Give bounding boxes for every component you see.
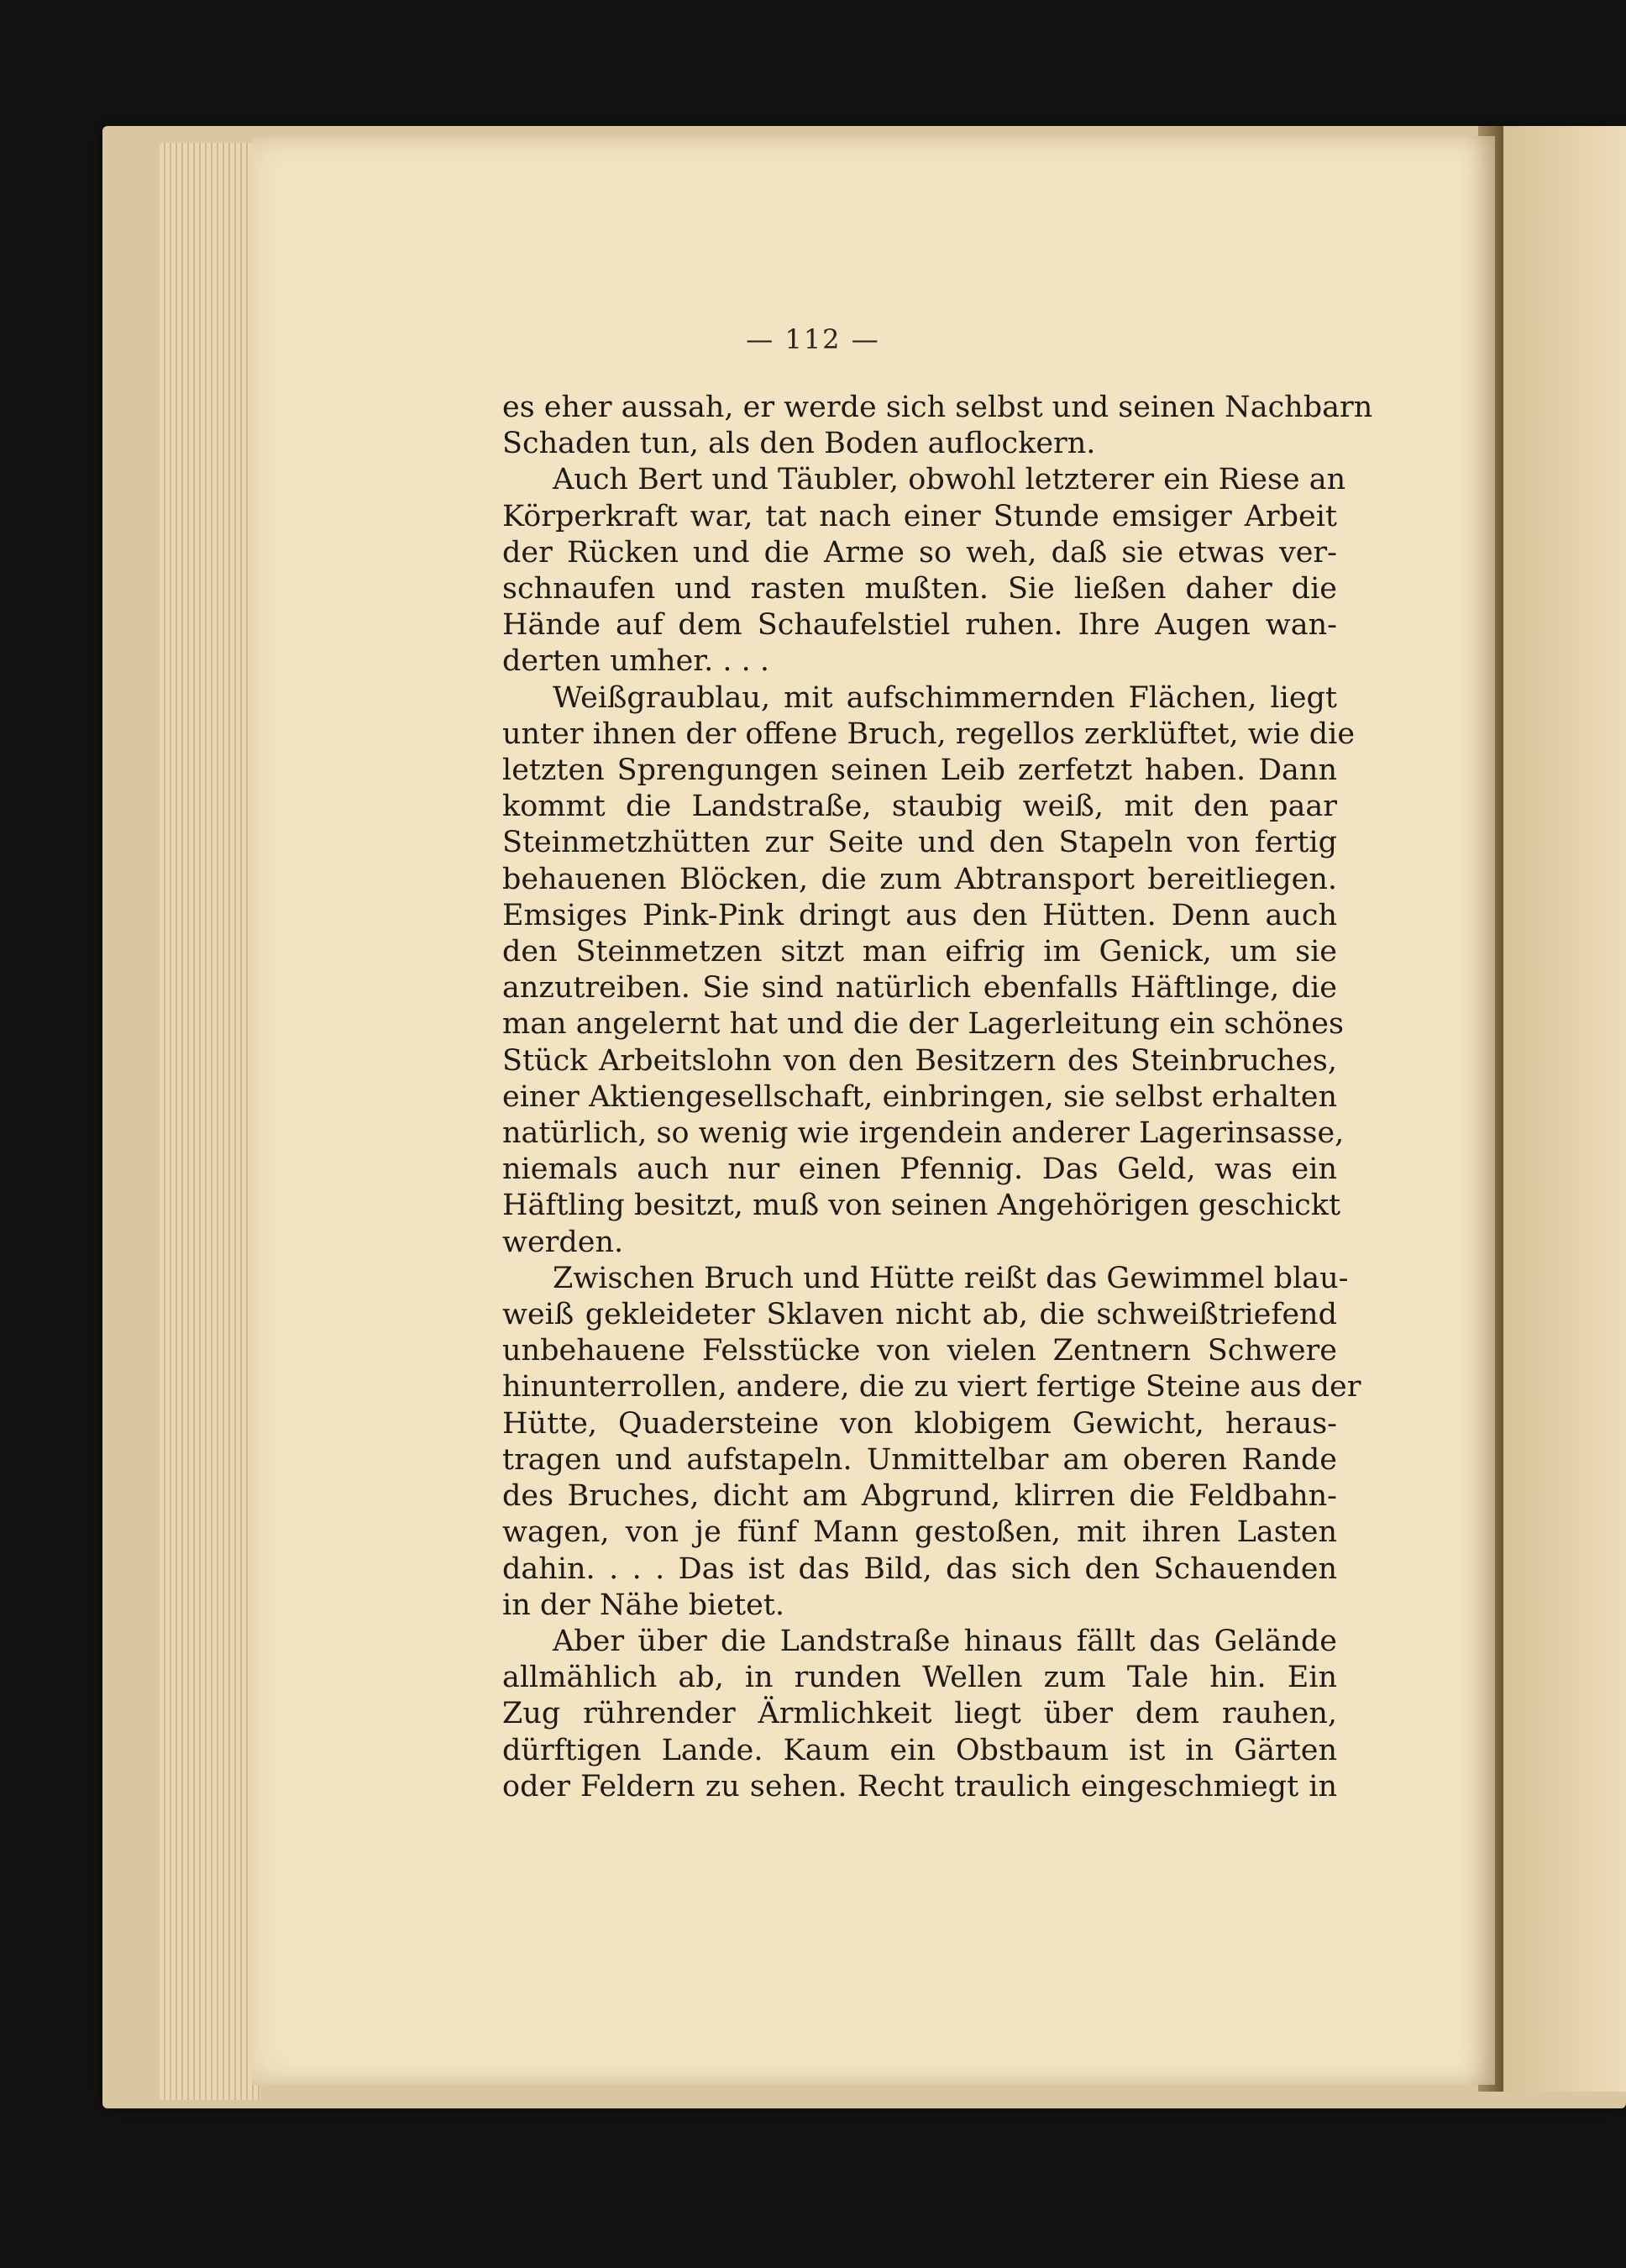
text-line: Auch Bert und Täubler, obwohl letzterer ein Riese an — [553, 463, 1346, 497]
text-line: werden. — [502, 1225, 624, 1259]
text-line: anzutreiben. Sie sind natürlich ebenfalls Häftlinge, die — [502, 971, 1337, 1005]
text-line: Hütte, Quadersteine von klobigem Gewicht, heraus- — [502, 1406, 1337, 1441]
text-line: dürftigen Lande. Kaum ein Obstbaum ist in Gärten — [502, 1733, 1337, 1767]
paragraph — [502, 390, 1373, 462]
text-line: letzten Sprengungen seinen Leib zerfetzt haben. Dann — [502, 753, 1337, 788]
text-line: kommt die Landstraße, staubig weiß, mit den paar — [502, 790, 1337, 824]
text-line: niemals auch nur einen Pfennig. Das Geld, was ein — [502, 1152, 1337, 1187]
text-line: unbehauene Felsstücke von vielen Zentnern Schwere — [502, 1334, 1337, 1368]
text-line: in der Nähe bietet. — [502, 1588, 784, 1622]
text-line: behauenen Blöcken, die zum Abtransport bereitliegen. — [502, 862, 1337, 896]
text-line: dahin. . . . Das ist das Bild, das sich den Schauenden — [502, 1551, 1337, 1586]
page-number: — 112 — — [746, 323, 880, 355]
text-line: Aber über die Landstraße hinaus fällt das Gelände — [553, 1624, 1337, 1658]
paragraph — [502, 462, 1346, 680]
paragraph — [502, 1261, 1361, 1624]
text-line: Hände auf dem Schaufelstiel ruhen. Ihre Augen wan- — [502, 608, 1337, 643]
text-line: oder Feldern zu sehen. Recht traulich eingeschmiegt in — [502, 1769, 1337, 1803]
text-line: hinunterrollen, andere, die zu viert fertige Steine aus der — [502, 1370, 1361, 1404]
paragraph — [502, 680, 1356, 1261]
paragraph — [502, 1624, 1337, 1805]
text-line: Emsiges Pink-Pink dringt aus den Hütten. Denn auch — [502, 898, 1337, 932]
text-line: der Rücken und die Arme so weh, daß sie etwas ver- — [502, 535, 1337, 570]
page-text — [502, 390, 1373, 1805]
text-line: man angelernt hat und die der Lagerleitung ein schönes — [502, 1007, 1344, 1042]
text-line: Weißgraublau, mit aufschimmernden Flächen, liegt — [553, 680, 1337, 715]
text-line: natürlich, so wenig wie irgendein anderer Lagerinsasse, — [502, 1116, 1345, 1151]
text-line: es eher aussah, er werde sich selbst und seinen Nachbarn — [502, 391, 1373, 424]
text-line: unter ihnen der offene Bruch, regellos zerklüftet, wie die — [502, 717, 1356, 751]
text-line: wagen, von je fünf Mann gestoßen, mit ihren Lasten — [502, 1515, 1337, 1550]
right-page-edge — [1503, 126, 1626, 2092]
text-line: des Bruches, dicht am Abgrund, klirren die Feldbahn- — [502, 1479, 1337, 1514]
text-line: schnaufen und rasten mußten. Sie ließen daher die — [502, 572, 1337, 606]
text-line: derten umher. . . . — [502, 644, 770, 679]
text-line: Häftling besitzt, muß von seinen Angehörigen geschickt — [502, 1189, 1341, 1223]
text-line: Steinmetzhütten zur Seite und den Stapeln von fertig — [502, 826, 1337, 860]
text-line: Zwischen Bruch und Hütte reißt das Gewimmel blau- — [553, 1261, 1349, 1295]
page-edges — [160, 143, 260, 2100]
text-line: Stück Arbeitslohn von den Besitzern des Steinbruches, — [502, 1043, 1337, 1078]
text-line: allmählich ab, in runden Wellen zum Tale hin. Ein — [502, 1661, 1337, 1695]
text-line: Schaden tun, als den Boden auflockern. — [502, 427, 1096, 461]
text-line: tragen und aufstapeln. Unmittelbar am oberen Rande — [502, 1442, 1337, 1477]
text-line: den Steinmetzen sitzt man eifrig im Genick, um sie — [502, 935, 1337, 969]
text-line: Zug rührender Ärmlichkeit liegt über dem rauhen, — [502, 1697, 1337, 1731]
text-line: Körperkraft war, tat nach einer Stunde emsiger Arbeit — [502, 499, 1337, 533]
text-line: weiß gekleideter Sklaven nicht ab, die schweißtriefend — [502, 1298, 1337, 1332]
text-line: einer Aktiengesellschaft, einbringen, sie selbst erhalten — [502, 1079, 1337, 1114]
